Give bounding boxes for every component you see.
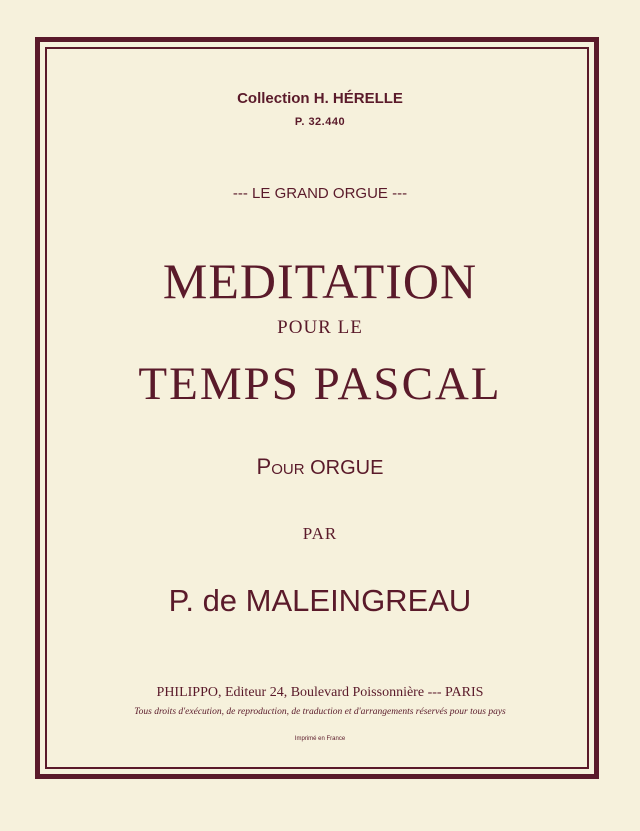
rights-notice: Tous droits d'exécution, de reproduction, de traduction et d'arrangements réservés pour tous pays	[134, 707, 506, 717]
catalog-number: P. 32.440	[294, 116, 346, 128]
publisher-line: PHILIPPO, Editeur 24, Boulevard Poissonnière --- PARIS	[156, 685, 484, 700]
instrument-name: ORGUE	[310, 457, 384, 479]
instrument-prefix: Pour	[256, 454, 305, 479]
title-connector: POUR LE	[277, 317, 363, 338]
title-meditation: MEDITATION	[162, 253, 478, 309]
series-title: --- LE GRAND ORGUE ---	[232, 185, 408, 202]
title-temps-pascal: TEMPS PASCAL	[138, 358, 502, 410]
by-label: PAR	[302, 524, 338, 543]
composer-name: P. de MALEINGREAU	[168, 583, 472, 618]
imprint-notice: Imprimé en France	[294, 736, 346, 742]
collection-name: Collection H. HÉRELLE	[237, 90, 403, 107]
instrument-line	[0, 454, 640, 480]
